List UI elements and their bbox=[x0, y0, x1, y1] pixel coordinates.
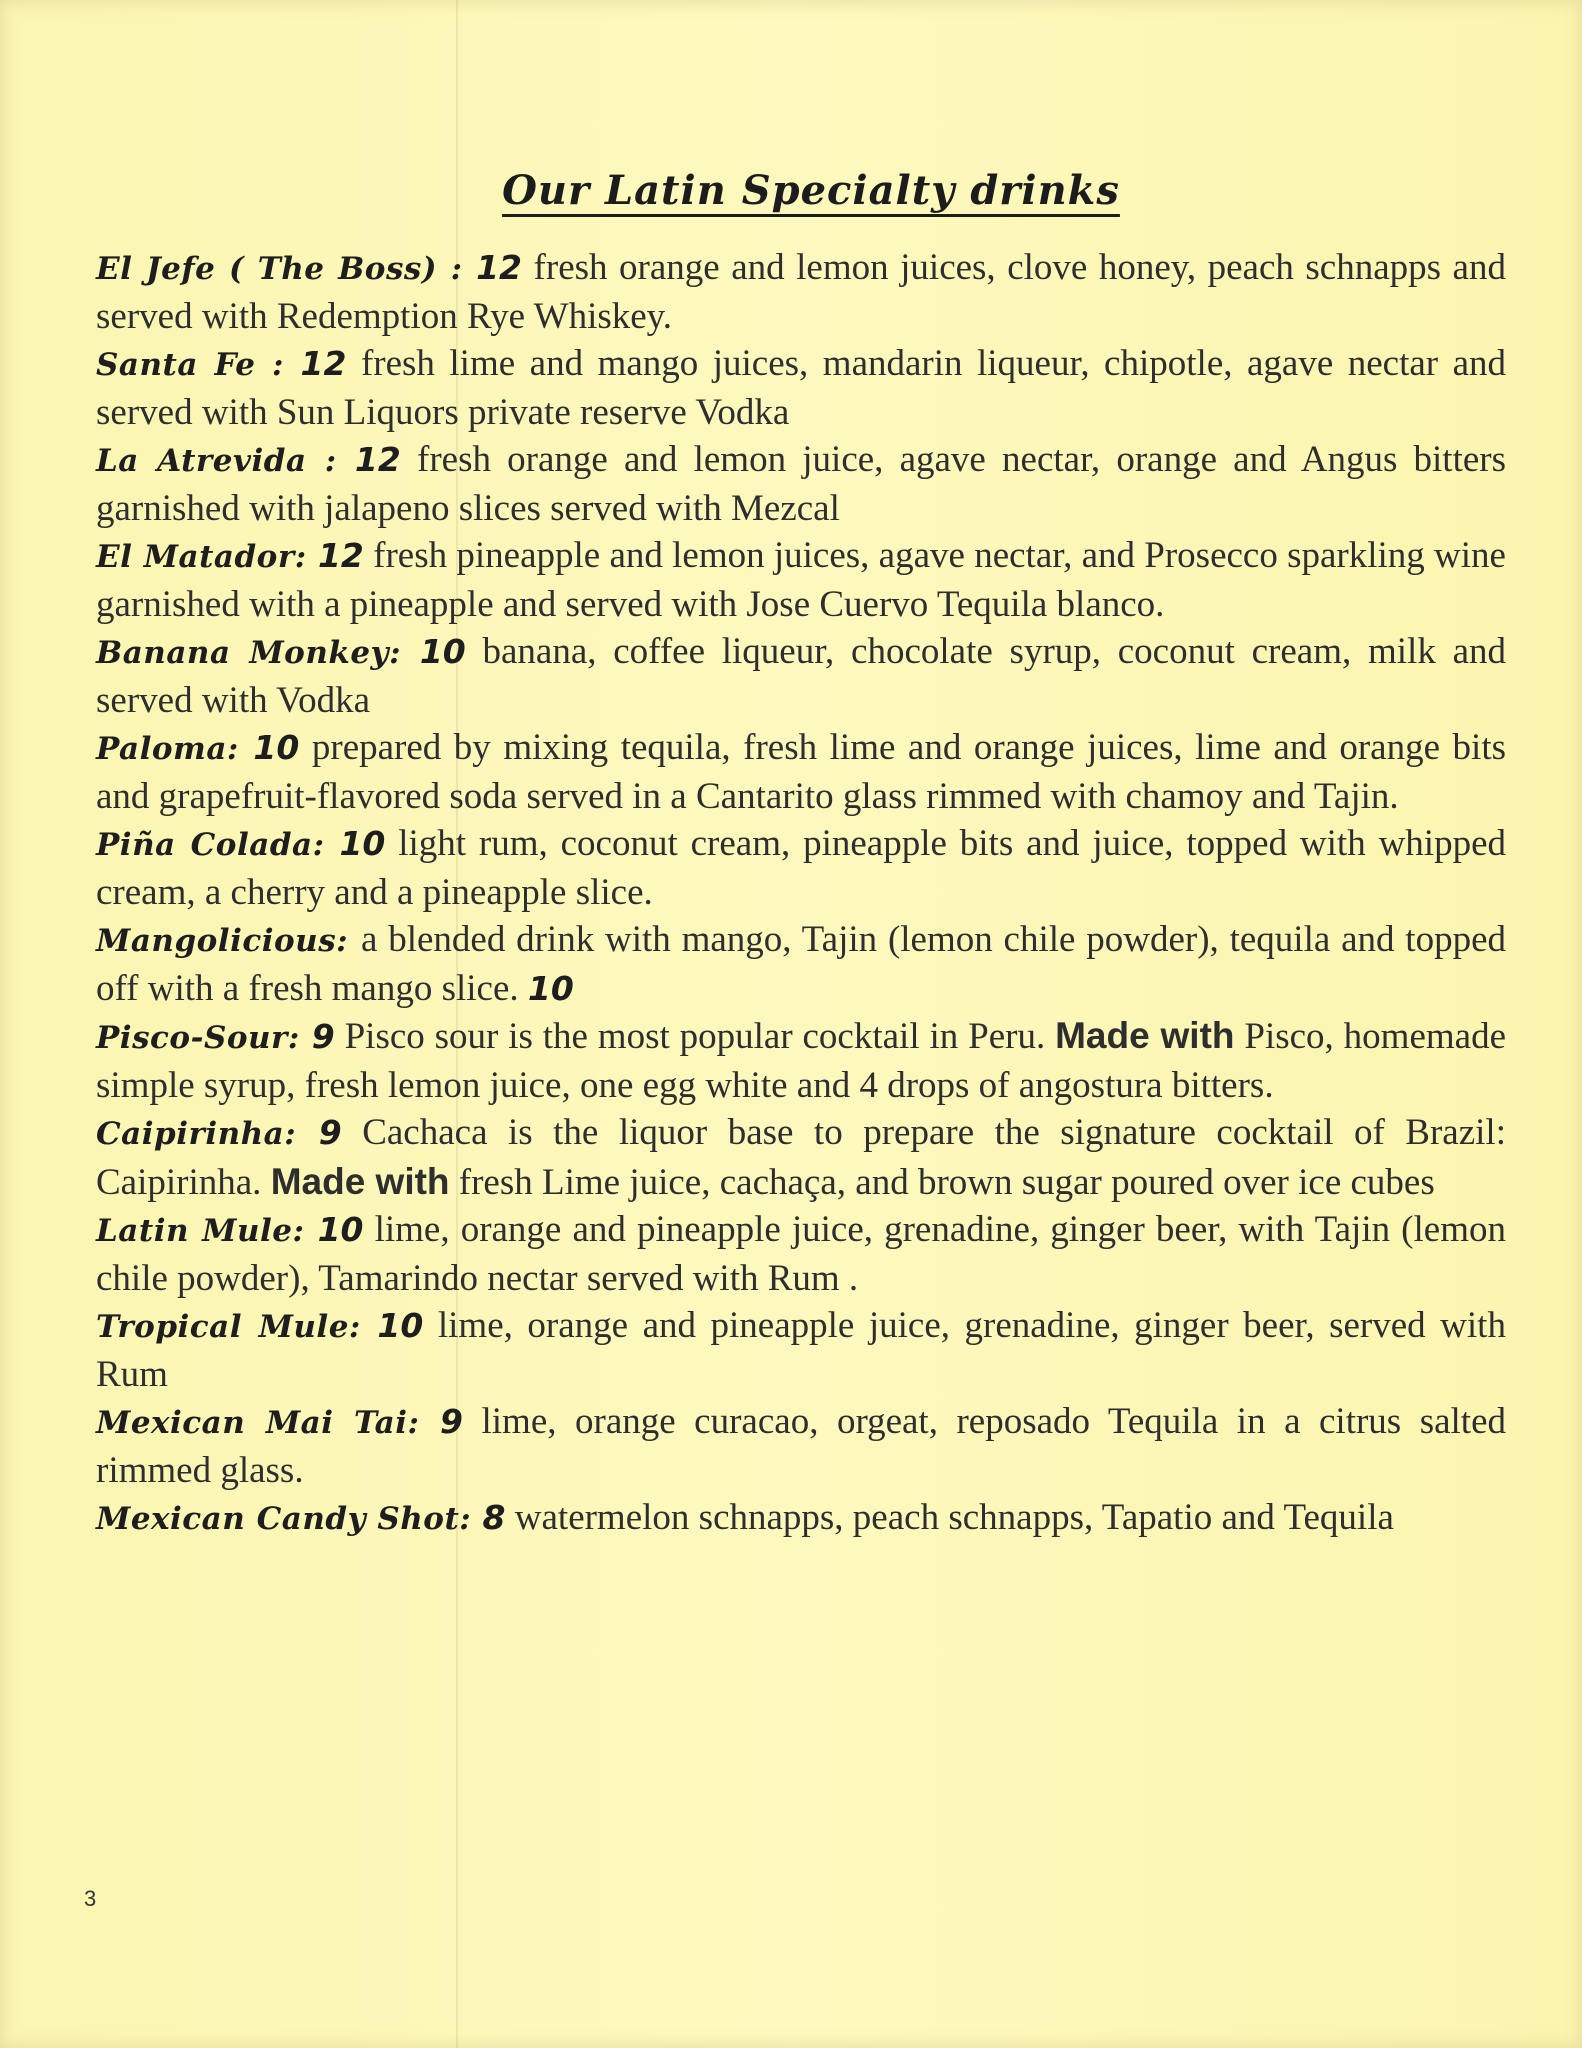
drink-description: Pisco sour is the most popular cocktail in Peru. bbox=[334, 1016, 1056, 1057]
drink-item bbox=[96, 340, 1506, 436]
drink-price: 9 bbox=[318, 1113, 342, 1152]
drink-name: Mexican Candy Shot bbox=[96, 1501, 460, 1537]
drink-description: fresh lime and mango juices, mandarin liqueur, chipotle, agave nectar and served with Sun Liquors private reserve Vodka bbox=[96, 343, 1507, 433]
drink-price: 10 bbox=[339, 824, 386, 863]
drink-description-bold: Made with bbox=[270, 1161, 450, 1202]
drink-description: light rum, coconut cream, pineapple bits and juice, topped with whipped cream, a cherry and a pineapple slice. bbox=[96, 823, 1506, 913]
drink-separator: : bbox=[407, 1405, 441, 1441]
drink-price: 8 bbox=[482, 1498, 506, 1537]
drink-name: Caipirinha bbox=[96, 1116, 285, 1152]
drinks-list bbox=[96, 244, 1506, 1543]
drink-name: Mangolicious bbox=[96, 923, 337, 959]
drink-description: lime, orange curacao, orgeat, reposado Tequila in a citrus salted rimmed glass. bbox=[96, 1401, 1506, 1491]
drink-item bbox=[96, 1109, 1506, 1206]
drink-description: lime, orange and pineapple juice, grenadine, ginger beer, with Tajin (lemon chile powder), Tamarindo nectar served with Rum . bbox=[96, 1209, 1506, 1299]
drink-price: 10 bbox=[377, 1306, 424, 1345]
drink-description: fresh pineapple and lemon juices, agave nectar, and Prosecco sparkling wine garnished with a pineapple and served with Jose Cuervo Tequila blanco. bbox=[96, 535, 1506, 625]
drink-separator: : bbox=[348, 1309, 378, 1345]
drink-price: 9 bbox=[311, 1017, 335, 1056]
drink-item bbox=[96, 1206, 1506, 1302]
drink-item bbox=[96, 1302, 1506, 1398]
drink-separator: : bbox=[389, 635, 420, 671]
drink-separator: : bbox=[287, 1020, 312, 1056]
drink-name: Pisco-Sour bbox=[96, 1020, 288, 1056]
drink-description: a blended drink with mango, Tajin (lemon chile powder), tequila and topped off with a fresh mango slice. bbox=[96, 919, 1506, 1009]
drink-item bbox=[96, 724, 1506, 820]
drink-separator: : bbox=[255, 347, 301, 383]
drink-item bbox=[96, 628, 1506, 724]
drink-description: prepared by mixing tequila, fresh lime and orange juices, lime and orange bits and grapefruit-flavored soda served in a Cantarito glass rimmed with chamoy and Tajin. bbox=[96, 727, 1506, 817]
drink-price: 12 bbox=[300, 344, 347, 383]
drink-separator: : bbox=[437, 251, 477, 287]
drink-item bbox=[96, 1012, 1506, 1109]
drink-description: Cachaca is the liquor base to prepare the signature cocktail of Brazil: Caipirinha. bbox=[96, 1112, 1506, 1203]
drink-separator: : bbox=[336, 923, 361, 959]
drink-item bbox=[96, 244, 1506, 340]
drink-separator: : bbox=[226, 731, 254, 767]
drink-separator: : bbox=[306, 443, 355, 479]
drink-price: 9 bbox=[440, 1402, 463, 1441]
drink-price: 10 bbox=[253, 728, 300, 767]
drink-name: Banana Monkey bbox=[96, 635, 390, 671]
drink-description-continued: fresh Lime juice, cachaça, and brown sugar poured over ice cubes bbox=[449, 1162, 1435, 1203]
drink-name: Santa Fe bbox=[96, 347, 256, 383]
drink-item bbox=[96, 436, 1506, 532]
drink-separator: : bbox=[312, 827, 340, 863]
drink-price: 10 bbox=[527, 969, 574, 1008]
drink-item bbox=[96, 916, 1506, 1012]
drink-separator: : bbox=[292, 1213, 318, 1249]
drink-name: Paloma bbox=[96, 731, 227, 767]
page-title: Our Latin Specialty drinks bbox=[502, 166, 1120, 214]
drink-separator: : bbox=[459, 1501, 483, 1537]
drink-name: Piña Colada bbox=[96, 827, 313, 863]
drink-description-continued: Pisco, homemade simple syrup, fresh lemon juice, one egg white and 4 drops of angostura bitters. bbox=[96, 1016, 1506, 1106]
drink-description: lime, orange and pineapple juice, grenadine, ginger beer, served with Rum bbox=[96, 1305, 1506, 1395]
drink-price: 10 bbox=[419, 632, 466, 671]
drink-item bbox=[96, 1398, 1506, 1494]
drink-name: El Jefe ( The Boss) bbox=[96, 251, 438, 287]
drink-item bbox=[96, 532, 1506, 628]
drink-description: watermelon schnapps, peach schnapps, Tapatio and Tequila bbox=[505, 1497, 1394, 1538]
drink-item bbox=[96, 820, 1506, 916]
drink-item bbox=[96, 1494, 1506, 1543]
drink-price: 10 bbox=[317, 1210, 364, 1249]
drink-name: El Matador bbox=[96, 539, 295, 575]
drink-price: 12 bbox=[354, 440, 401, 479]
drink-description: fresh orange and lemon juice, agave nectar, orange and Angus bitters garnished with jalapeno slices served with Mezcal bbox=[96, 439, 1507, 529]
drink-name: La Atrevida bbox=[96, 443, 307, 479]
drink-name: Latin Mule bbox=[96, 1213, 293, 1249]
drink-description-bold: Made with bbox=[1055, 1015, 1235, 1056]
drink-description: fresh orange and lemon juices, clove honey, peach schnapps and served with Redemption Rye Whiskey. bbox=[96, 247, 1506, 337]
drink-separator: : bbox=[284, 1116, 319, 1152]
drink-price: 12 bbox=[317, 536, 364, 575]
drink-description: banana, coffee liqueur, chocolate syrup, coconut cream, milk and served with Vodka bbox=[96, 631, 1506, 721]
drink-name: Mexican Mai Tai bbox=[96, 1405, 408, 1441]
drink-separator: : bbox=[294, 539, 318, 575]
page-number: 3 bbox=[84, 1886, 97, 1911]
drink-price: 12 bbox=[476, 248, 523, 287]
drink-name: Tropical Mule bbox=[96, 1309, 349, 1345]
